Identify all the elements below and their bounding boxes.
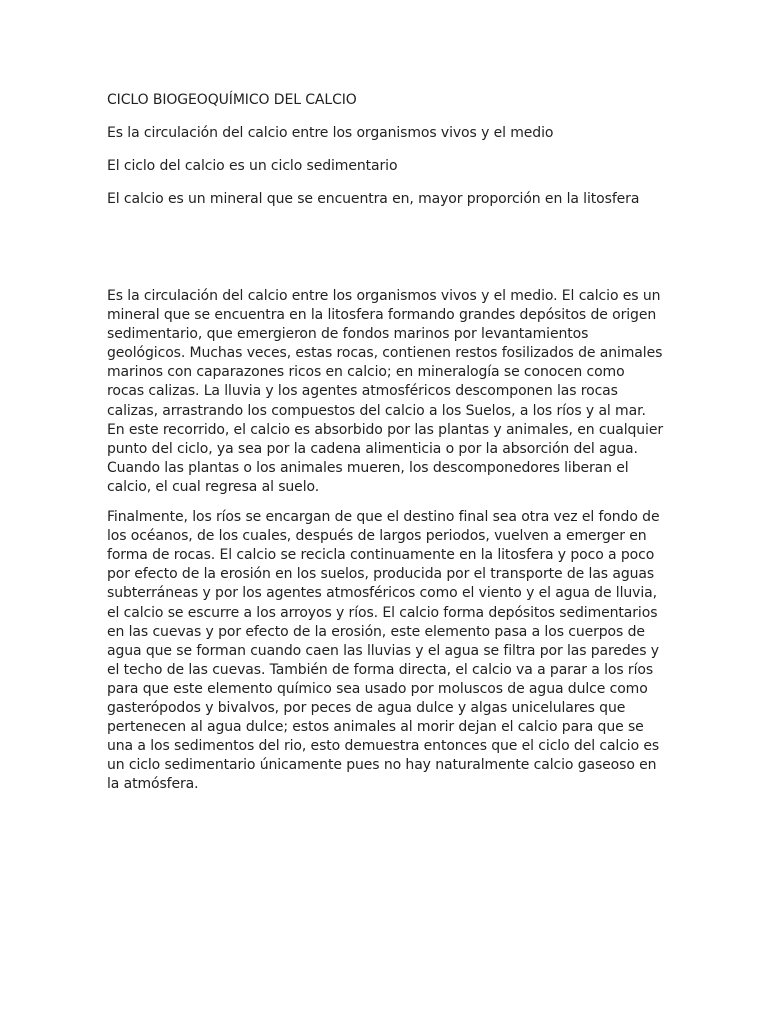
body-paragraph-2: Finalmente, los ríos se encargan de que el destino final sea otra vez el fondo de los océanos, de los cuales, después de largos periodos, vuelven a emerger en forma de rocas. El calcio se recicla continuamente en la litosfera y poco a poco por efecto de la erosión en los suelos, producida por el transporte de las aguas subterráneas y por los agentes atmosféricos como el viento y el agua de lluvia, el calcio se escurre a los arroyos y ríos. El calcio forma depósitos sedimentarios en las cuevas y por efecto de la erosión, este elemento pasa a los cuerpos de agua que se forman cuando caen las lluvias y el agua se filtra por las paredes y el techo de las cuevas. También de forma directa, el calcio va a parar a los ríos para que este elemento químico sea usado por moluscos de agua dulce como gasterópodos y bivalvos, por peces de agua dulce y algas unicelulares que pertenecen al agua dulce; estos animales al morir dejan el calcio para que se una a los sedimentos del rio, esto demuestra entonces que el ciclo del calcio es un ciclo sedimentario únicamente pues no hay naturalmente calcio gaseoso en la atmósfera.	[107, 509, 660, 793]
document-title: CICLO BIOGEOQUÍMICO DEL CALCIO	[107, 92, 357, 108]
intro-line-sedimentary: El ciclo del calcio es un ciclo sedimentario	[107, 158, 398, 174]
blank-space	[107, 221, 663, 287]
intro-line-mineral: El calcio es un mineral que se encuentra en, mayor proporción en la litosfera	[107, 191, 640, 207]
document-content	[107, 89, 663, 805]
body-paragraph-1: Es la circulación del calcio entre los organismos vivos y el medio. El calcio es un mineral que se encuentra en la litosfera formando grandes depósitos de origen sedimentario, que emergieron de fondos marinos por levantamientos geológicos. Muchas veces, estas rocas, contienen restos fosilizados de animales marinos con caparazones ricos en calcio; en mineralogía se conocen como rocas calizas. La lluvia y los agentes atmosféricos descomponen las rocas calizas, arrastrando los compuestos del calcio a los Suelos, a los ríos y al mar. En este recorrido, el calcio es absorbido por las plantas y animales, en cualquier punto del ciclo, ya sea por la cadena alimenticia o por la absorción del agua. Cuando las plantas o los animales mueren, los descomponedores liberan el calcio, el cual regresa al suelo.	[107, 288, 663, 495]
intro-line-definition: Es la circulación del calcio entre los organismos vivos y el medio	[107, 125, 554, 141]
